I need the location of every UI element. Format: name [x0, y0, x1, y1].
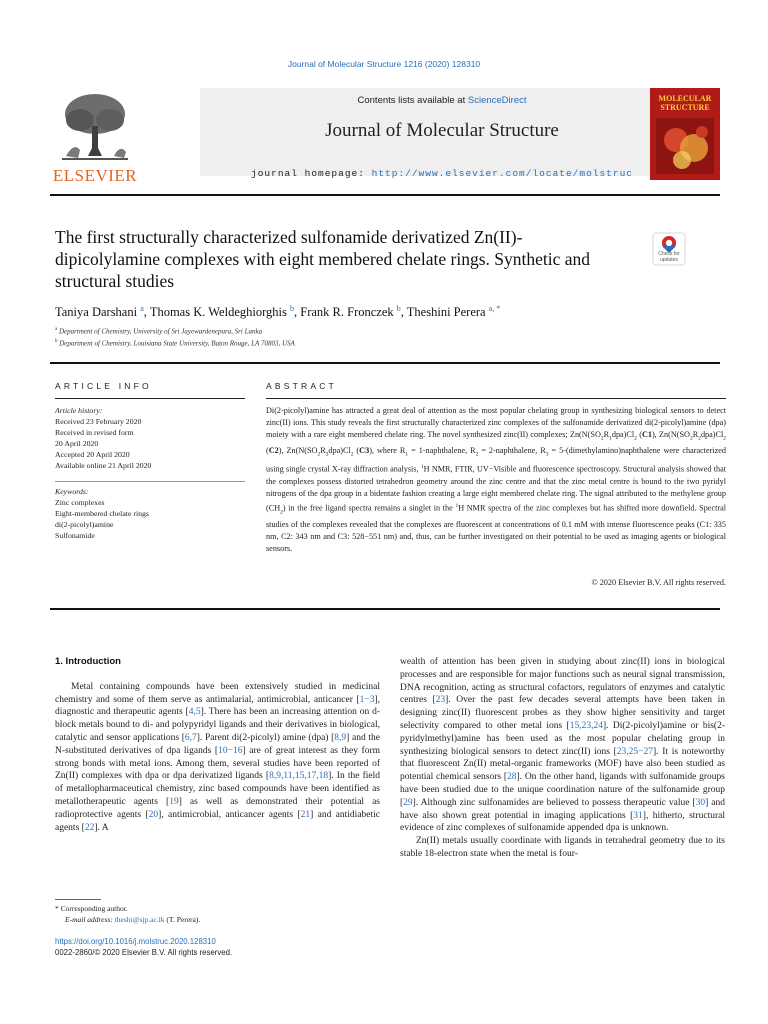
abstract-copyright: © 2020 Elsevier B.V. All rights reserved. — [591, 578, 726, 587]
citation-link[interactable]: 30 — [695, 797, 706, 808]
citation-link[interactable]: 31 — [633, 810, 643, 821]
homepage-link[interactable]: http://www.elsevier.com/locate/molstruc — [371, 168, 633, 179]
email-line — [55, 915, 375, 926]
journal-homepage — [200, 168, 684, 179]
footnote-rule — [55, 899, 101, 900]
affiliation — [55, 327, 262, 335]
body-paragraph: wealth of attention has been given in studying about zinc(II) ions in biological processes and are responsible for major functions such as neural signal transmission, DNA recognition, acting as structural cofactors, regulators of enzymes and catalytic centres [23]. Over the past few decades several attempts have been taken in designing zinc(II) fluorescent probes as they show higher sensitivity and target selectivity compared to other metal ions [15,23,24]. Di(2-picolyl)amine or bis(2-pyridylmethyl)amine has been used as the most popular chelating group in synthesizing biological sensors to detect zinc(II) ions [23,25−27]. It is noteworthy that fluorescent Zn(II) metal-organic frameworks (MOF) have also been studied as potential chemical sensors [28]. On the other hand, ligands with sulfonamide groups have been studied due to the unique coordination nature of the sulfonamide group [29]. Although zinc sulfonamides are believed to possess therapeutic value [30] and have also shown great potential in imaging applications [31], hitherto, structural evidence of zinc complexes of sulfonamide appended dpa is unknown. — [400, 657, 726, 834]
check-for-updates-line1: Check for — [658, 251, 680, 257]
email-label: E-mail address: — [65, 914, 115, 924]
citation-link[interactable]: 22 — [84, 822, 95, 833]
check-for-updates-line2: updates — [660, 256, 678, 263]
abstract-heading: ABSTRACT — [266, 381, 337, 391]
citation-link[interactable]: 23 — [435, 695, 446, 706]
affiliation-text: Department of Chemistry, University of Sri Jayewardenepura, Sri Lanka — [58, 327, 263, 336]
abstract-bottom-rule — [50, 608, 720, 610]
affiliation-mark: a — [55, 327, 58, 332]
elsevier-logo[interactable] — [50, 88, 140, 188]
footnote — [55, 904, 375, 925]
body-column-right — [400, 656, 725, 861]
masthead — [50, 88, 720, 188]
citation-link[interactable]: 23,25−27 — [616, 746, 653, 757]
article-title: The first structurally characterized sulfonamide derivatized Zn(II)-dipicolylamine complexes with eight membered chelate rings. Synthetic and structural studies — [55, 227, 591, 291]
journal-cover-thumbnail[interactable] — [650, 88, 720, 180]
abstract-rule — [266, 398, 726, 399]
doi-block — [55, 937, 375, 959]
affiliation-mark: b — [55, 339, 58, 344]
citation-link[interactable]: 4,5 — [188, 707, 201, 718]
citation-link[interactable]: 20 — [148, 809, 159, 820]
cover-title-line2: STRUCTURE — [660, 103, 710, 112]
affiliation — [55, 339, 295, 347]
history-item: Accepted 20 April 2020 — [55, 450, 130, 459]
article-info-heading: ARTICLE INFO — [55, 381, 152, 391]
keyword: Eight-membered chelate rings — [55, 509, 149, 518]
contents-line — [200, 95, 684, 106]
journal-title: Journal of Molecular Structure — [325, 120, 559, 141]
corresponding-author-note: * Corresponding author. — [55, 904, 128, 913]
author-affiliation-mark[interactable]: b — [290, 304, 294, 313]
citation-link[interactable]: 15,23,24 — [569, 720, 603, 731]
keywords — [55, 486, 245, 541]
author-name[interactable]: Frank R. Fronczek — [300, 305, 394, 320]
keyword: Sulfonamide — [55, 531, 95, 540]
keywords-rule — [55, 481, 245, 482]
article-info-rule — [55, 398, 245, 399]
author-name[interactable]: Thomas K. Weldeghiorghis — [149, 305, 287, 320]
citation-link[interactable]: 10−16 — [218, 745, 243, 756]
citation-link[interactable]: 8,9,11,15,17,18 — [269, 771, 329, 782]
author-affiliation-mark[interactable]: a — [140, 304, 144, 313]
author-affiliation-mark[interactable]: a, * — [488, 304, 501, 313]
article-history — [55, 405, 245, 471]
sciencedirect-link[interactable]: ScienceDirect — [467, 95, 527, 106]
citation-link[interactable]: 8,9 — [334, 732, 347, 743]
cover-title-line1: MOLECULAR — [658, 94, 712, 103]
journal-reference[interactable]: Journal of Molecular Structure 1216 (2020) 128310 — [287, 59, 481, 69]
tree-icon — [58, 90, 132, 164]
author-name[interactable]: Taniya Darshani — [55, 305, 138, 320]
author-list: Taniya Darshani $^a$, Thomas K. Weldeghiorghis $^b$, Frank R. Fronczek $^b$, Theshini Perera $^{a, *}$ — [55, 304, 501, 320]
keywords-label: Keywords: — [55, 487, 89, 496]
citation-link[interactable]: 6,7 — [184, 732, 197, 743]
body-paragraph: Metal containing compounds have been extensively studied in medicinal chemistry and some of them serve as antimalarial, antimicrobial, anticancer [1−3], diagnostic and therapeutic agents [4,5]. There has been an increasing attention on d-block metals bound to di- and polypyridyl ligands and their derivatives in biological, catalytic and sensor applications [6,7]. Parent di(2-picolyl) amine (dpa) [8,9] and the N-substituted derivatives of dpa ligands [10−16] are of great interest as they form strong bonds with metal ions. Among them, several studies have been reported of Zn(II) complexes with dpa or dpa derivatized ligands [8,9,11,15,17,18]. In the field of metallopharmaceutical chemistry, zinc based compounds have been identified as metallotherapeutic agents [19] as well as demonstrated their potential as radioprotective agents [20], antimicrobial, anticancer agents [21] and antidiabetic agents [22]. A — [55, 681, 381, 833]
author-name[interactable]: Theshini Perera — [406, 305, 486, 320]
keyword: di(2-picolyl)amine — [55, 520, 114, 529]
author-affiliation-mark[interactable]: b — [396, 304, 401, 313]
abstract-text: Di(2-picolyl)amine has attracted a great deal of attention as the most popular chelating group in synthesizing biological sensors to detect zinc(II) ions. This study reveals the first structurally characterized zinc complexes of the sulfonamide derivatized di(2-picolyl)amine (dpa) moiety with a rare eight membered chelate ring. The novel synthesized zinc(II) complexes; $Zn(N(SO_2R_1dpa)Cl_2$ (C1), $Zn(N(SO_2R_2dpa)Cl_2$ (C2), $Zn(N(SO_2R_3dpa)Cl_2$ (C3), where $R_1$ = 1-naphthalene, $R_2$ = 2-naphthalene, $R_3$ = 5-(dimethylamino)naphthalene were characterized using single crystal X-ray diffraction analysis, $^1$H NMR, FTIR, UV−Visible and fluorescence spectroscopy. Structural analysis showed that the complexes possess distorted tetrahedron geometry around the zinc centre and that the zinc metal centre is bound to the two pyridyl nitrogens of the dpa group in a bidentate fashion creating a large eight membered chelate ring. The signal attributed to the methylene group $(CH_2)$ in the free ligand spectra remains a singlet in the $^1$H NMR spectra of the zinc complexes but has shifted more downfield. Spectral studies of the complexes revealed that the complexes are fluorescent at concentrations of 0.1 mM with intense fluorescence peaks (C1: 335 nm, C2: 343 nm and C3: 528−551 nm) and, thus, can be further investigated on their potential to be used as imaging agents or biological sensors. — [266, 406, 727, 554]
body-paragraph: Zn(II) metals usually coordinate with ligands in tetrahedral geometry due to its stable 18-electron state when the metal is four- — [400, 836, 725, 859]
contents-prefix: Contents lists available at — [357, 95, 468, 106]
doi-link[interactable]: https://doi.org/10.1016/j.molstruc.2020.128310 — [55, 937, 216, 946]
history-item: Received in revised form — [55, 428, 134, 437]
introduction-heading: 1. Introduction — [55, 656, 121, 667]
keyword: Zinc complexes — [55, 498, 105, 507]
citation-link[interactable]: 19 — [169, 796, 179, 807]
history-item: Received 23 February 2020 — [55, 417, 142, 426]
masthead-band — [200, 88, 684, 179]
body-column-left — [55, 656, 380, 834]
history-item: 20 April 2020 — [55, 439, 99, 448]
header-rule — [50, 362, 720, 364]
publisher-wordmark: ELSEVIER — [52, 166, 138, 185]
affiliation-text: Department of Chemistry, Louisiana State University, Baton Rouge, LA 70803, USA — [59, 339, 295, 348]
email-suffix: (T. Perera). — [164, 914, 201, 924]
cover-artwork-icon — [656, 118, 714, 174]
issn-line: 0022-2860/© 2020 Elsevier B.V. All rights reserved. — [55, 947, 233, 957]
history-item: Available online 21 April 2020 — [55, 461, 152, 470]
homepage-prefix: journal homepage: — [251, 168, 372, 179]
citation-link[interactable]: 1−3 — [359, 694, 375, 705]
check-for-updates-label[interactable] — [646, 252, 692, 263]
citation-link[interactable]: 29 — [403, 797, 413, 808]
citation-link[interactable]: 21 — [300, 809, 311, 820]
email-link[interactable]: theshi@sjp.ac.lk — [114, 914, 165, 924]
masthead-rule — [50, 194, 720, 196]
history-label: Article history: — [55, 406, 103, 415]
cover-title — [654, 94, 716, 112]
citation-link[interactable]: 28 — [507, 772, 517, 783]
